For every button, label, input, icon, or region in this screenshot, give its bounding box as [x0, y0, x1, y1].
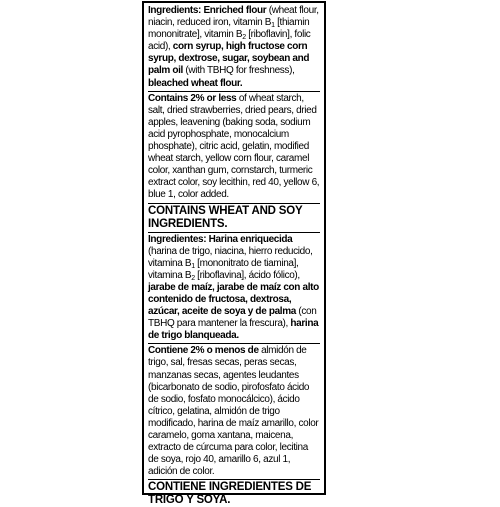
ingredientes-heading: Ingredientes: Harina enriquecida [148, 233, 293, 245]
english-allergen-statement: CONTAINS WHEAT AND SOY INGREDIENTS. [148, 204, 303, 230]
ingredients-label-panel [142, 1, 326, 507]
divider [148, 343, 320, 344]
spanish-ingredients-paragraph: Ingredientes: Harina enriquecida (harina de trigo, niacina, hierro reducido, vitamina $B_1$ [mononitrato de tiamina], vitamina $B_2$ [riboflavina], ácido fólico), jarabe de maíz, jarabe de maíz con alto contenido de fructosa, dextrosa, azúcar, aceite de soya y de palma (con TBHQ para mantener la frescura), harina de trigo blanqueada. [148, 233, 319, 342]
spanish-allergen-statement: CONTIENE INGREDIENTES DE TRIGO Y SOYA. [148, 481, 312, 507]
divider [148, 479, 320, 480]
english-ingredients-paragraph: Ingredients: Enriched flour (wheat flour, niacin, reduced iron, vitamin $B_1$ [thiamin mononitrate], vitamin $B_2$ [riboflavin], folic acid), corn syrup, high fructose corn syrup, dextrose, sugar, soybean and palm oil (with TBHQ for freshness), bleached wheat flour. [148, 5, 319, 89]
ingredients-heading: Ingredients: Enriched flour [148, 5, 267, 16]
divider [148, 232, 320, 233]
divider [148, 203, 320, 204]
divider [148, 91, 320, 92]
spanish-minor-ingredients-paragraph: Contiene 2% o menos de almidón de trigo, sal, fresas secas, peras secas, manzanas secas, agentes leudantes (bicarbonato de sodio, pirofosfato ácido de sodio, fosfato monocálcico), ácido cítrico, gelatina, almidón de trigo modificado, harina de maíz amarillo, color caramelo, goma xantana, maicena, extracto de cúrcuma para color, lecitina de soya, rojo 40, amarillo 6, azul 1, adición de color. [148, 345, 319, 478]
english-minor-ingredients-paragraph: Contains 2% or less of wheat starch, salt, dried strawberries, dried pears, dried apples, leavening (baking soda, sodium acid pyrophosphate, monocalcium phosphate), citric acid, gelatin, modified wheat starch, yellow corn flour, caramel color, xanthan gum, cornstarch, turmeric extract color, soy lecithin, red 40, yellow 6, blue 1, color added. [148, 92, 320, 201]
